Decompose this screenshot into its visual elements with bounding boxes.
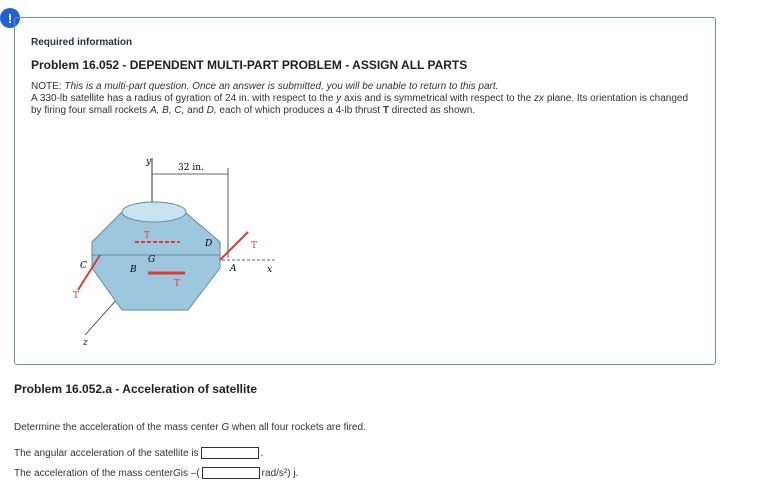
label-g: G <box>148 255 156 265</box>
problem-statement <box>31 81 701 117</box>
problem-title: Problem 16.052 - DEPENDENT MULTI-PART PROBLEM - ASSIGN ALL PARTS <box>31 58 468 72</box>
required-info-heading: Required information <box>31 37 133 48</box>
label-a: A <box>230 264 237 274</box>
statement-text <box>31 93 701 117</box>
dimension-label: 32 in. <box>178 163 204 173</box>
mass-center-symbol: G <box>172 467 181 479</box>
question-part: when all four rockets are fired. <box>229 422 366 433</box>
statement-part: directed as shown. <box>388 105 476 116</box>
note-label: NOTE: <box>31 81 62 92</box>
mass-center-label-1: The acceleration of the mass center <box>14 467 173 479</box>
thrust-arrow-a <box>220 232 248 260</box>
label-b: B <box>130 265 137 275</box>
label-d: D <box>205 239 213 249</box>
statement-thrust: T <box>382 105 389 116</box>
mass-center-units: rad/s²) j. <box>261 467 299 479</box>
satellite-body <box>92 212 220 310</box>
label-t-d: T <box>144 231 151 241</box>
mass-center-label-2: is –( <box>180 467 200 479</box>
statement-rocket: D, <box>206 105 217 116</box>
note-text: This is a multi-part question. Once an answer is submitted, you will be unable to return to this part. <box>64 81 499 92</box>
label-t-b: T <box>174 279 181 289</box>
x-axis-label: x <box>267 265 273 275</box>
angular-acceleration-row <box>14 447 263 459</box>
statement-part: axis and is symmetrical with respect to the <box>341 93 535 104</box>
label-t-a: T <box>251 241 258 251</box>
subpart-title: Problem 16.052.a - Acceleration of satellite <box>14 382 257 396</box>
question-text <box>14 422 366 433</box>
mass-center-acceleration-row <box>14 467 298 479</box>
statement-part: plane. Its orientation is changed by firing four small rockets <box>31 93 689 116</box>
satellite-figure <box>70 150 290 350</box>
angular-acceleration-input[interactable] <box>201 447 259 459</box>
question-part: Determine the acceleration of the mass center <box>14 422 222 433</box>
statement-rockets: A, B, C, <box>149 105 185 116</box>
statement-plane: zx <box>534 93 545 104</box>
alert-icon: ! <box>0 8 20 28</box>
mass-center-acceleration-input[interactable] <box>202 467 260 479</box>
satellite-top <box>122 202 186 222</box>
note-line <box>31 81 701 93</box>
question-symbol: G <box>221 422 230 433</box>
z-axis-label: z <box>83 338 88 348</box>
statement-part: each of which produces a 4-lb thrust <box>216 105 383 116</box>
angular-acceleration-suffix: . <box>260 447 264 459</box>
statement-part: and <box>184 105 207 116</box>
y-axis-label: y <box>146 157 152 167</box>
label-t-c: T <box>73 291 80 301</box>
angular-acceleration-label: The angular acceleration of the satellite is <box>14 447 199 459</box>
label-c: C <box>80 261 87 271</box>
statement-axis: y <box>336 93 342 104</box>
statement-part: A 330-lb satellite has a radius of gyration of 24 in. with respect to the <box>31 93 337 104</box>
